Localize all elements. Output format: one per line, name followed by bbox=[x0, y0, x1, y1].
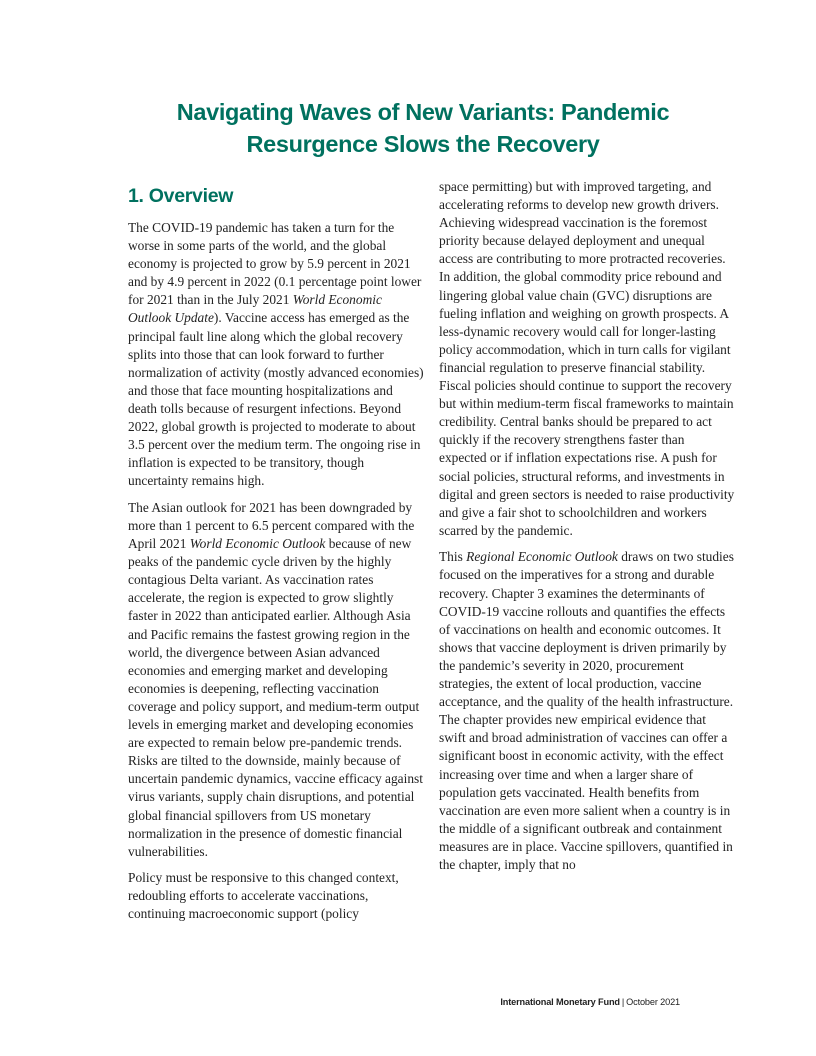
right-column bbox=[439, 178, 735, 883]
paragraph-1-italic: World Economic Outlook Update bbox=[128, 292, 382, 326]
paragraph-2-italic: World Economic Outlook bbox=[189, 536, 326, 552]
paragraph-4: space permitting) but with improved targeting, and accelerating reforms to develop new growth drivers. Achieving widespread vaccination is the foremost priority because delayed deployment and unequal access are contributing to more protracted recoveries. In addition, the global commodity price rebound and lingering global value chain (GVC) disruptions are fueling inflation and weighing on growth prospects. A less-dynamic recovery would call for longer-lasting policy accommodation, which in turn calls for vigilant financial regulation to preserve financial stability. Fiscal policies should continue to support the recovery but within medium-term fiscal frameworks to maintain credibility. Central banks should be prepared to act quickly if the recovery strengthens faster than expected or if inflation expectations rise. A push for social policies, structural reforms, and investments in digital and green sectors is needed to raise productivity and give a fair shot to schoolchildren and workers scarred by the pandemic. bbox=[439, 179, 735, 538]
paragraph-3: Policy must be responsive to this changed context, redoubling efforts to accelerate vaccinations, continuing macroeconomic support (policy bbox=[128, 870, 399, 922]
paragraph-5-text-a: This bbox=[439, 549, 467, 565]
page-title-line-1: Navigating Waves of New Variants: Pandemic bbox=[176, 99, 670, 125]
paragraph-5 bbox=[439, 548, 735, 874]
left-column bbox=[128, 184, 424, 932]
paragraph-2-text-a: The Asian outlook for 2021 has been downgraded by more than 1 percent to 6.5 percent compared with the April 2021 bbox=[128, 499, 415, 552]
paragraph-1 bbox=[128, 219, 424, 490]
paragraph-1-text-a: The COVID-19 pandemic has taken a turn for the worse in some parts of the world, and the global economy is projected to grow by 5.9 percent in 2021 and by 4.9 percent in 2022 (0.1 percentage point lower for 2021 than in the July 2021 bbox=[128, 220, 422, 308]
paragraph-2-text-b: because of new peaks of the pandemic cycle driven by the highly contagious Delta variant. As vaccination rates accelerate, the region is expected to grow slightly faster in 2022 than anticipated earlier. Although Asia and Pacific remains the fastest growing region in the world, the divergence between Asian advanced economies and emerging market and developing economies is deepening, reflecting vaccination coverage and policy support, and medium-term output levels in emerging market and developing economies are expected to remain below pre-pandemic trends. Risks are tilted to the downside, mainly because of uncertain pandemic dynamics, vaccine efficacy against virus variants, supply chain disruptions, and potential global financial spillovers from US monetary normalization in the presence of domestic financial vulnerabilities. bbox=[128, 536, 423, 859]
footer-organization: International Monetary Fund bbox=[500, 997, 620, 1007]
page-footer bbox=[500, 997, 680, 1007]
page-title bbox=[118, 96, 728, 160]
paragraph-5-italic: Regional Economic Outlook bbox=[466, 549, 618, 565]
section-heading: 1. Overview bbox=[128, 185, 234, 207]
footer-separator: | bbox=[621, 997, 625, 1007]
paragraph-2 bbox=[128, 499, 424, 861]
footer-date: October 2021 bbox=[626, 997, 680, 1007]
paragraph-5-text-b: draws on two studies focused on the imperatives for a strong and durable recovery. Chapter 3 examines the determinants of COVID-19 vaccine rollouts and quantifies the effects of vaccinations on health and economic outcomes. It shows that vaccine deployment is driven primarily by the pandemic’s severity in 2020, procurement strategies, the extent of local production, vaccine acceptance, and the quality of the health infrastructure. The chapter provides new empirical evidence that swift and broad administration of vaccines can offer a significant boost in economic activity, with the effect increasing over time and when a larger share of population gets vaccinated. Health benefits from vaccination are even more salient when a country is in the middle of a significant outbreak and containment measures are in place. Vaccine spillovers, quantified in the chapter, imply that no bbox=[439, 549, 734, 872]
page-title-line-2: Resurgence Slows the Recovery bbox=[246, 131, 600, 157]
paragraph-1-text-b: ). Vaccine access has emerged as the principal fault line along which the global recovery splits into those that can look forward to further normalization of activity (mostly advanced economies) and those that face mounting hospitalizations and death tolls because of resurgent infections. Beyond 2022, global growth is projected to moderate to about 3.5 percent over the medium term. The ongoing rise in inflation is expected to be transitory, though uncertainty remains high. bbox=[128, 310, 424, 489]
